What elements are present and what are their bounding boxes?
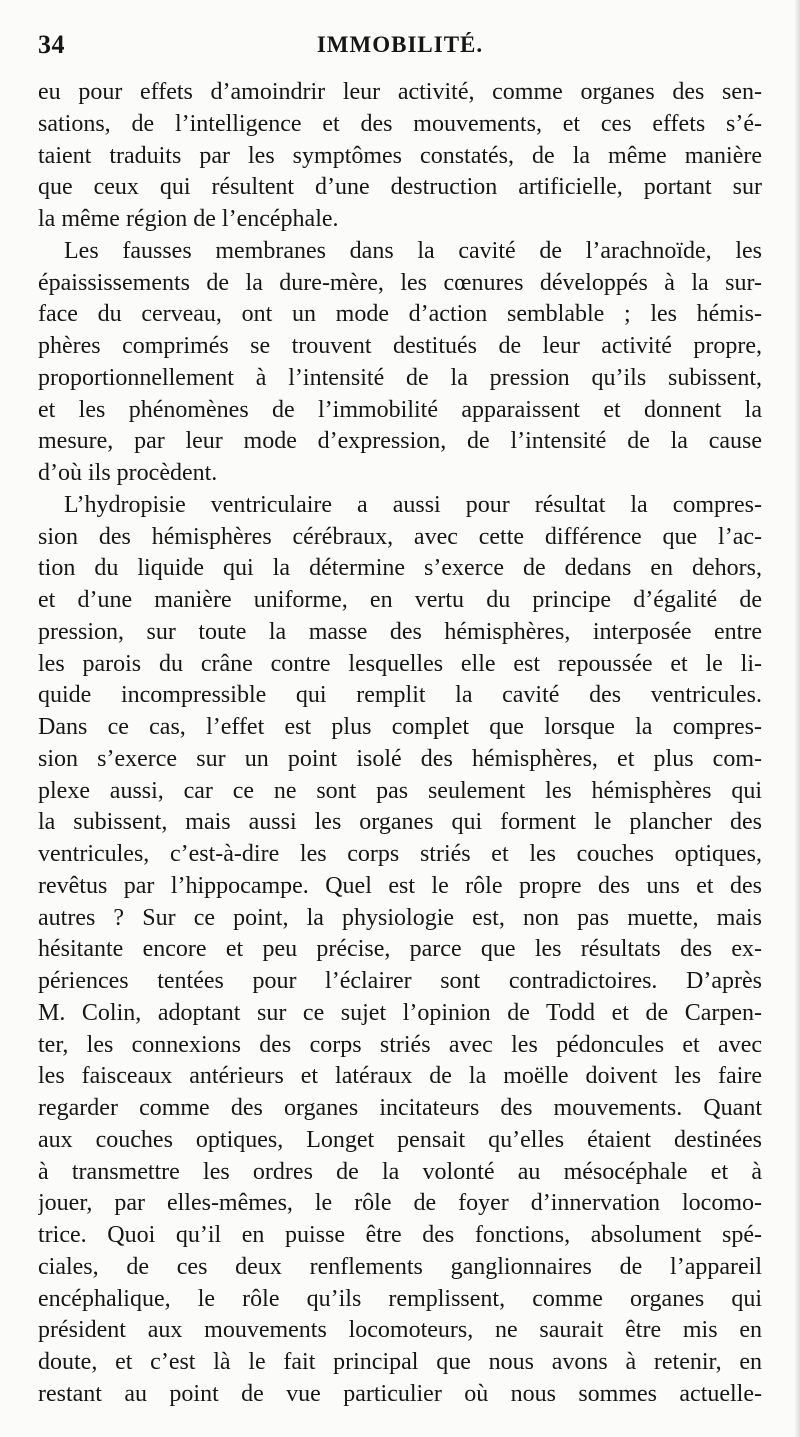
text-line: hésitante encore et peu précise, parce que les résultats des ex- — [38, 936, 762, 963]
text-line: Dans ce cas, l’effet est plus complet que lorsque la compres- — [38, 714, 762, 740]
text-line: et d’une manière uniforme, en vertu du principe d’égalité de — [38, 587, 762, 613]
text-line: face du cerveau, ont un mode d’action semblable ; les hémis- — [38, 301, 762, 328]
text-line: autres ? Sur ce point, la physiologie est, non pas muette, mais — [38, 904, 762, 931]
text-line: d’où ils procèdent. — [38, 460, 218, 486]
page-header — [38, 30, 762, 66]
text-line: ter, les connexions des corps striés avec les pédoncules et avec — [38, 1031, 762, 1058]
text-line: L’hydropisie ventriculaire a aussi pour résultat la compres- — [64, 491, 762, 518]
text-line: la même région de l’encéphale. — [38, 206, 339, 232]
text-line: sion s’exerce sur un point isolé des hémisphères, et plus com- — [38, 745, 762, 772]
text-line: restant au point de vue particulier où nous sommes actuelle- — [38, 1380, 762, 1407]
text-line: revêtus par l’hippocampe. Quel est le rôle propre des uns et des — [38, 872, 762, 899]
text-line: ciales, de ces deux renflements ganglionnaires de l’appareil — [38, 1253, 762, 1280]
text-line: taient traduits par les symptômes constatés, de la même manière — [38, 142, 762, 169]
text-line: pression, sur toute la masse des hémisphères, interposée entre — [38, 618, 762, 645]
text-line: sations, de l’intelligence et des mouvements, et ces effets s’é- — [38, 110, 762, 137]
page-edge-shadow — [794, 0, 800, 1437]
text-line: la subissent, mais aussi les organes qui forment le plancher des — [38, 809, 762, 836]
text-line: et les phénomènes de l’immobilité apparaissent et donnent la — [38, 396, 762, 423]
text-line: sion des hémisphères cérébraux, avec cette différence que l’ac- — [38, 523, 762, 550]
text-line: jouer, par elles-mêmes, le rôle de foyer d’innervation locomo- — [38, 1190, 762, 1217]
text-line: phères comprimés se trouvent destitués de leur activité propre, — [38, 333, 762, 359]
text-line: périences tentées pour l’éclairer sont contradictoires. D’après — [38, 968, 762, 994]
text-line: M. Colin, adoptant sur ce sujet l’opinion de Todd et de Carpen- — [38, 999, 762, 1026]
text-line: encéphalique, le rôle qu’ils remplissent, comme organes qui — [38, 1285, 762, 1312]
text-line: à transmettre les ordres de la volonté au mésocéphale et à — [38, 1158, 762, 1185]
text-line: tion du liquide qui la détermine s’exerce de dedans en dehors, — [38, 555, 762, 582]
text-line: aux couches optiques, Longet pensait qu’elles étaient destinées — [38, 1126, 762, 1153]
text-line: les faisceaux antérieurs et latéraux de la moëlle doivent les faire — [38, 1063, 762, 1090]
running-title: IMMOBILITÉ. — [316, 32, 484, 57]
text-line: mesure, par leur mode d’expression, de l’intensité de la cause — [38, 428, 762, 455]
text-line: épaississements de la dure-mère, les cœnures développés à la sur- — [38, 269, 762, 296]
text-line: que ceux qui résultent d’une destruction artificielle, portant sur — [38, 174, 762, 201]
page-number: 34 — [38, 30, 65, 59]
text-line: quide incompressible qui remplit la cavité des ventricules. — [38, 682, 762, 709]
text-line: président aux mouvements locomoteurs, ne saurait être mis en — [38, 1317, 762, 1344]
text-line: doute, et c’est là le fait principal que nous avons à retenir, en — [38, 1349, 762, 1375]
text-line: eu pour effets d’amoindrir leur activité, comme organes des sen- — [38, 79, 762, 105]
text-line: proportionnellement à l’intensité de la pression qu’ils subissent, — [38, 364, 762, 391]
body-text — [38, 77, 762, 1411]
text-line: Les fausses membranes dans la cavité de l’arachnoïde, les — [64, 237, 762, 264]
text-line: les parois du crâne contre lesquelles elle est repoussée et le li- — [38, 650, 762, 677]
text-line: trice. Quoi qu’il en puisse être des fonctions, absolument spé- — [38, 1222, 762, 1248]
text-line: plexe aussi, car ce ne sont pas seulement les hémisphères qui — [38, 777, 762, 804]
text-line: ventricules, c’est-à-dire les corps striés et les couches optiques, — [38, 841, 762, 867]
text-line: regarder comme des organes incitateurs des mouvements. Quant — [38, 1095, 762, 1121]
